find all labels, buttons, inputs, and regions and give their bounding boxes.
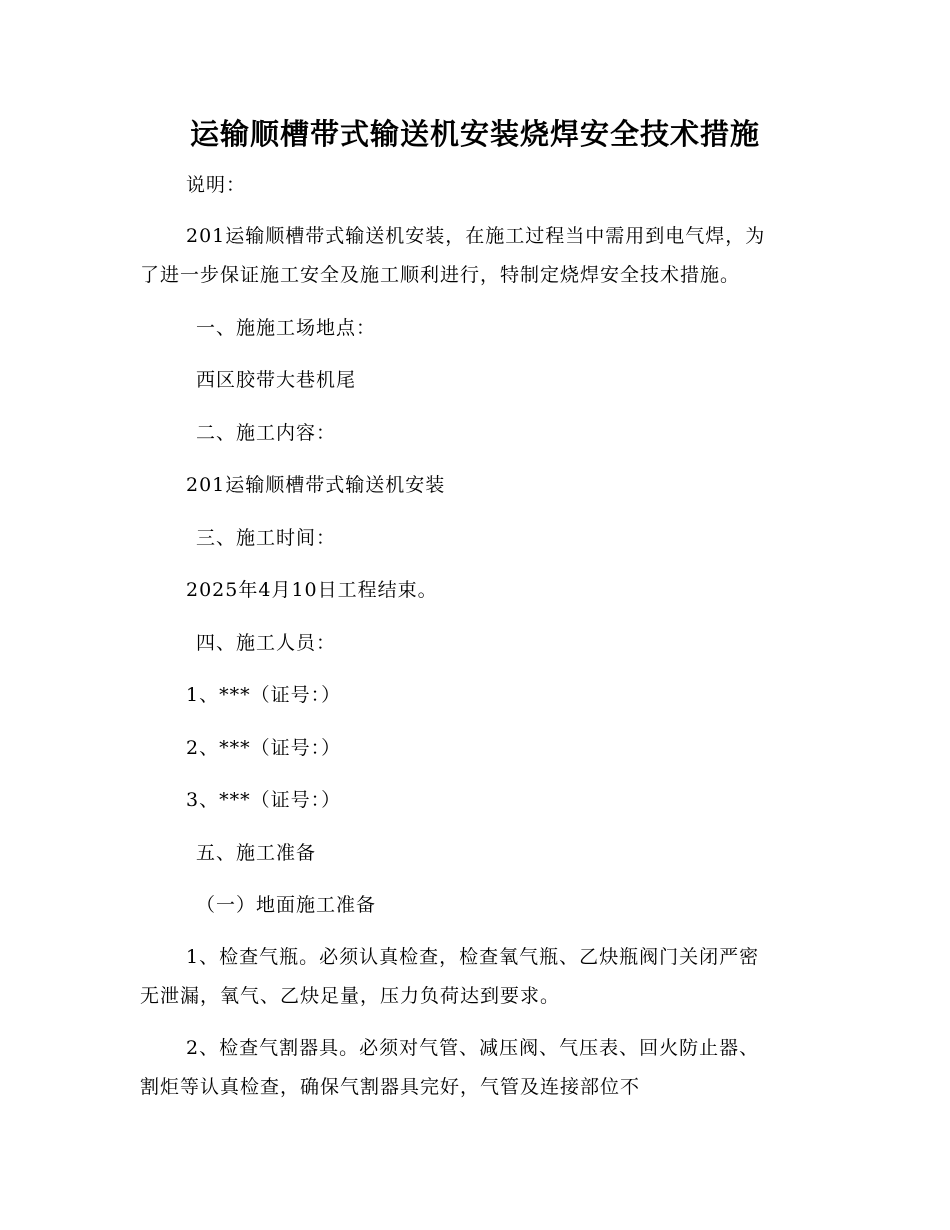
paragraph-content: 201运输顺槽带式输送机安装 [186, 474, 446, 496]
heading-time: 三、施工时间： [196, 527, 337, 549]
heading-site: 一、施施工场地点： [196, 317, 377, 339]
paragraph-intro-line-2: 了进一步保证施工安全及施工顺利进行，特制定烧焊安全技术措施。 [140, 264, 741, 286]
personnel-item-3: 3、***（证号：） [186, 789, 342, 811]
paragraph-check-tools-line-2: 割炬等认真检查，确保气割器具完好，气管及连接部位不 [140, 1076, 641, 1098]
subheading-ground-preparation: （一）地面施工准备 [196, 894, 377, 916]
heading-content: 二、施工内容： [196, 422, 337, 444]
personnel-item-1: 1、***（证号：） [186, 684, 342, 706]
heading-personnel: 四、施工人员： [196, 632, 337, 654]
personnel-item-2: 2、***（证号：） [186, 737, 342, 759]
paragraph-intro-line-1: 201运输顺槽带式输送机安装，在施工过程当中需用到电气焊，为 [186, 225, 766, 247]
paragraph-check-tools-line-1: 2、检查气割器具。必须对气管、减压阀、气压表、回火防止器、 [186, 1037, 760, 1059]
paragraph-check-cylinders-line-1: 1、检查气瓶。必须认真检查，检查氧气瓶、乙炔瓶阀门关闭严密 [186, 946, 760, 968]
paragraph-explanation-label: 说明： [186, 174, 247, 196]
document-title: 运输顺槽带式输送机安装烧焊安全技术措施 [189, 117, 760, 151]
paragraph-time: 2025年4月10日工程结束。 [186, 579, 438, 601]
heading-preparation: 五、施工准备 [196, 842, 317, 864]
paragraph-site: 西区胶带大巷机尾 [196, 369, 357, 391]
paragraph-check-cylinders-line-2: 无泄漏，氧气、乙炔足量，压力负荷达到要求。 [140, 985, 561, 1007]
